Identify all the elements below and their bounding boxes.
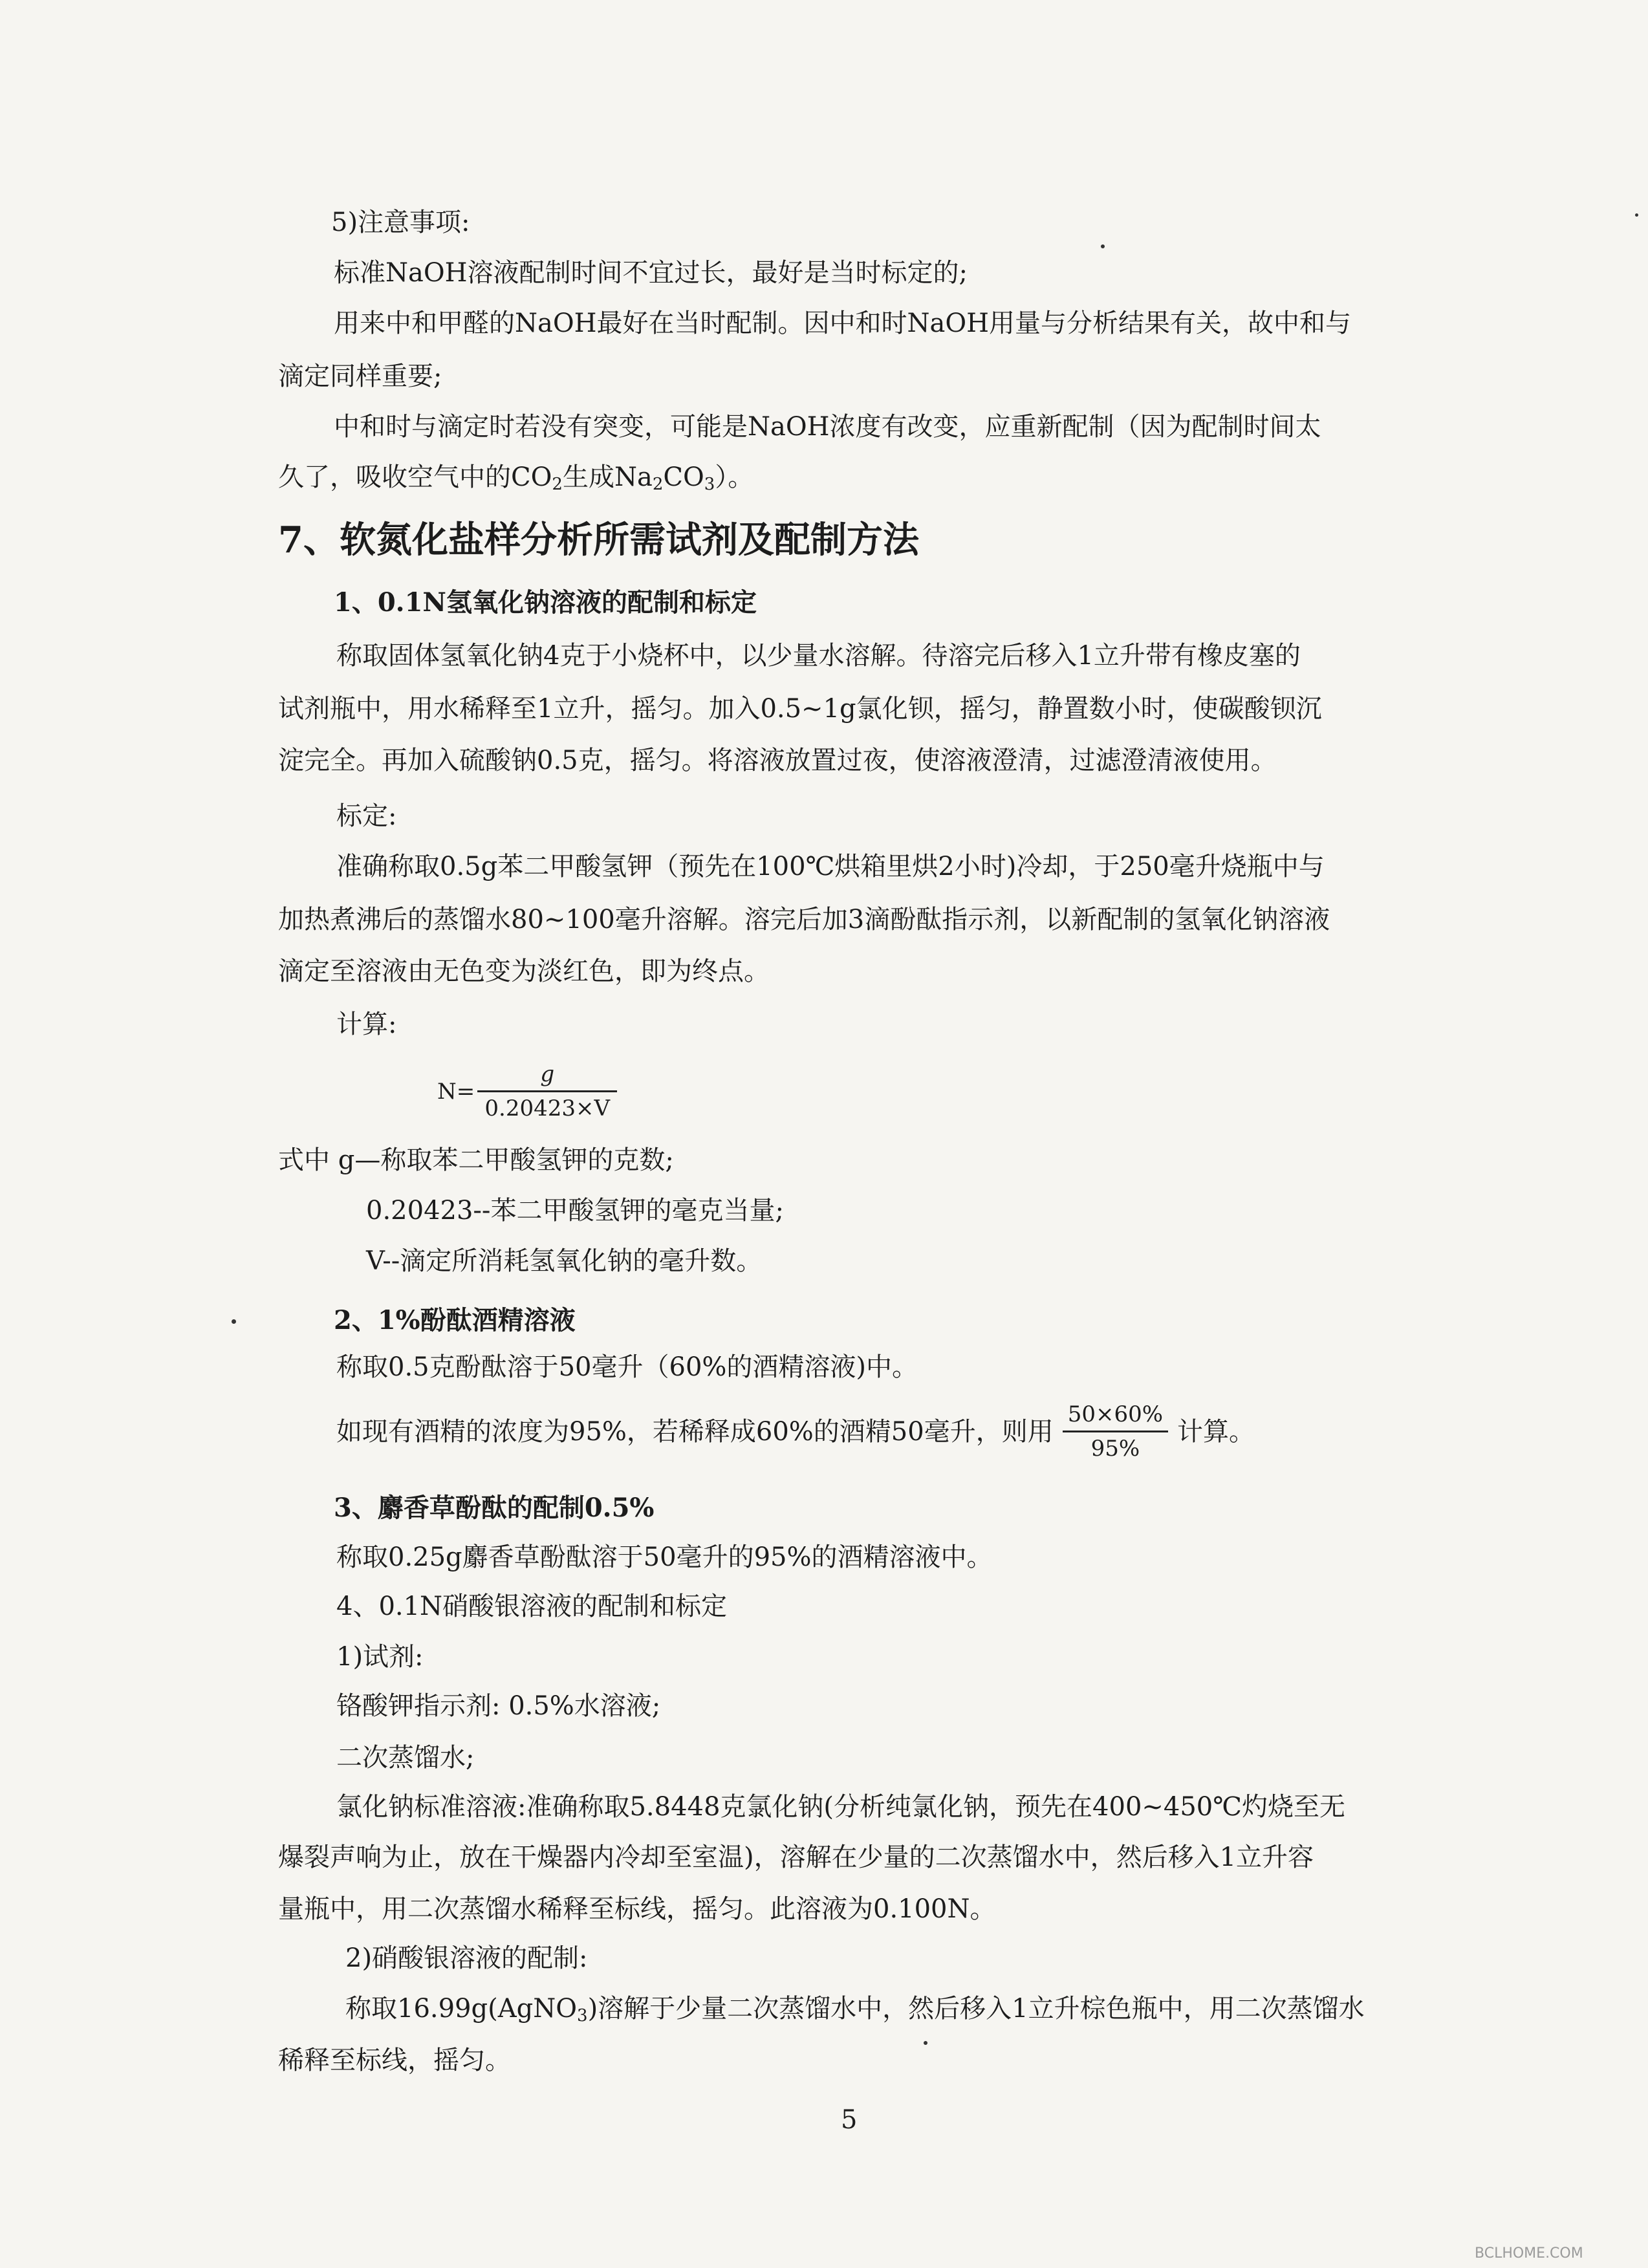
normality-formula (437, 1061, 626, 1122)
preparation-title: 2)硝酸银溶液的配制: (345, 1943, 588, 1973)
notes-paragraph-2-line-2: 滴定同样重要; (278, 362, 442, 391)
notes-paragraph-1: 标准NaOH溶液配制时间不宜过长，最好是当时标定的; (334, 258, 968, 288)
subscript: 3 (704, 475, 715, 494)
s3-paragraph-1: 称取0.25g麝香草酚酞溶于50毫升的95%的酒精溶液中。 (336, 1542, 993, 1572)
notes-paragraph-2-line-1: 用来中和甲醛的NaOH最好在当时配制。因中和时NaOH用量与分析结果有关，故中和与 (334, 308, 1352, 338)
subscript: 2 (552, 475, 563, 494)
scan-speck (924, 2041, 927, 2045)
text-run: 计算。 (1177, 1416, 1255, 1447)
notes-paragraph-3-line-1: 中和时与滴定时若没有突变，可能是NaOH浓度有改变，应重新配制（因为配制时间太 (334, 412, 1321, 442)
preparation-line-2: 稀释至标线，摇匀。 (278, 2046, 511, 2075)
calibration-line-3: 滴定至溶液由无色变为淡红色，即为终点。 (278, 956, 770, 986)
text-run: CO (663, 462, 704, 492)
notes-paragraph-3-line-2 (278, 460, 754, 501)
calculation-label: 计算: (336, 1010, 397, 1039)
dilution-numerator: 50×60% (1063, 1401, 1168, 1432)
section-heading: 7、软氮化盐样分析所需试剂及配制方法 (278, 519, 919, 561)
reagent-2: 二次蒸馏水; (336, 1743, 475, 1773)
scan-speck (232, 1319, 236, 1324)
subsection-1-title: 1、0.1N氢氧化钠溶液的配制和标定 (334, 587, 757, 618)
text-run: 称取16.99g(AgNO (345, 1994, 578, 2024)
text-run: 如现有酒精的浓度为95%，若稀释成60%的酒精50毫升，则用 (336, 1416, 1054, 1447)
dilution-fraction (1063, 1401, 1168, 1462)
calibration-line-1: 准确称取0.5g苯二甲酸氢钾（预先在100℃烘箱里烘2小时)冷却，于250毫升烧瓶中与 (336, 852, 1325, 881)
formula-denominator: 0.20423×V (484, 1096, 611, 1121)
where-line-3: V--滴定所消耗氢氧化钠的毫升数。 (366, 1246, 763, 1276)
text-run: )溶解于少量二次蒸馏水中，然后移入1立升棕色瓶中，用二次蒸馏水 (587, 1994, 1365, 2024)
dilution-denominator: 95% (1090, 1436, 1140, 1462)
reagent-3-line-3: 量瓶中，用二次蒸馏水稀释至标线，摇匀。此溶液为0.100N。 (278, 1894, 996, 1924)
where-line-1: 式中 g—称取苯二甲酸氢钾的克数; (278, 1145, 674, 1175)
text-run: 生成Na (562, 462, 653, 492)
reagent-1: 铬酸钾指示剂: 0.5%水溶液; (336, 1691, 661, 1721)
subscript: 2 (652, 475, 664, 494)
s1-paragraph-line-1: 称取固体氢氧化钠4克于小烧杯中，以少量水溶解。待溶完后移入1立升带有橡皮塞的 (336, 641, 1301, 671)
subsection-2-title: 2、1%酚酞酒精溶液 (334, 1305, 576, 1335)
calibration-line-2: 加热煮沸后的蒸馏水80~100毫升溶解。溶完后加3滴酚酞指示剂，以新配制的氢氧化钠溶液 (278, 905, 1330, 934)
subsection-3-title: 3、麝香草酚酞的配制0.5% (334, 1493, 655, 1523)
formula-numerator: g (477, 1061, 617, 1092)
reagent-3-line-2: 爆裂声响为止，放在干燥器内冷却至室温)，溶解在少量的二次蒸馏水中，然后移入1立升容 (278, 1842, 1314, 1872)
formula-fraction (477, 1061, 617, 1122)
reagents-title: 1)试剂: (336, 1642, 424, 1672)
page-number: 5 (841, 2105, 858, 2135)
reagent-3-line-1: 氯化钠标准溶液:准确称取5.8448克氯化钠(分析纯氯化钠，预先在400~450℃灼烧至无 (336, 1792, 1345, 1822)
notes-title: 5)注意事项: (331, 208, 470, 237)
s2-paragraph-2 (336, 1401, 1255, 1462)
watermark: BCLHOME.COM (1475, 2245, 1583, 2262)
scan-speck (1635, 213, 1638, 217)
scan-speck (1101, 244, 1105, 248)
text-run: ）。 (715, 462, 754, 492)
s1-paragraph-line-2: 试剂瓶中，用水稀释至1立升，摇匀。加入0.5~1g氯化钡，摇匀，静置数小时，使碳酸钡沉 (278, 694, 1322, 724)
subsection-4-title: 4、0.1N硝酸银溶液的配制和标定 (336, 1592, 728, 1621)
preparation-line-1 (345, 1992, 1365, 2033)
formula-lhs: N= (437, 1078, 475, 1105)
text-run: 久了，吸收空气中的CO (278, 462, 552, 492)
calibration-label: 标定: (336, 801, 397, 831)
subscript: 3 (577, 2006, 588, 2025)
s1-paragraph-line-3: 淀完全。再加入硫酸钠0.5克，摇匀。将溶液放置过夜，使溶液澄清，过滤澄清液使用。 (278, 746, 1277, 775)
where-line-2: 0.20423--苯二甲酸氢钾的毫克当量; (366, 1196, 784, 1226)
s2-paragraph-1: 称取0.5克酚酞溶于50毫升（60%的酒精溶液)中。 (336, 1352, 918, 1382)
